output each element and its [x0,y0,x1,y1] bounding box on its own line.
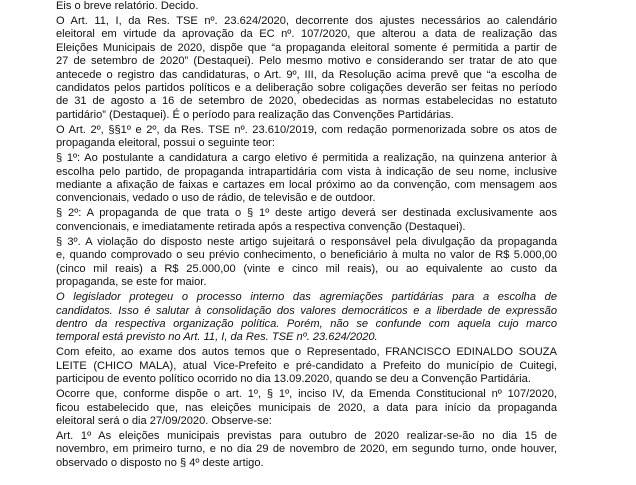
text-line: participou de evento político ocorrido no dia 13.09.2020, quando se deu a Convenção Partidária. [56,373,531,386]
text-line: observado o disposto no § 4º deste artigo. [56,456,264,469]
text-line: O Art. 2º, §§1º e 2º, da Res. TSE nº. 23.610/2019, com redação pormenorizada sobre os atos de [56,123,557,136]
text-line: propaganda, se este for maior. [56,276,207,289]
text-line: dentro da respectiva organização política. Porém, não se confunde com aquela cujo marco [56,317,557,330]
text-line: propaganda eleitoral, possui o seguinte teor: [56,137,275,150]
paragraph-par-2 [56,207,557,234]
text-line: Eleições Municipais de 2020, dispõe que “a propaganda eleitoral somente é permitida a partir de [56,41,557,54]
paragraph-par-3 [56,236,557,290]
text-line: mediante a afixação de faixas e cartazes em local próximo ao da convenção, com mensagem aos [56,179,557,192]
document-page [56,0,557,470]
paragraph-art-1 [56,430,557,470]
text-line: eleitoral em virtude da aprovação da EC nº. 107/2020, que alterou a data de realização das [56,28,557,41]
text-line: LEITE (CHICO MALA), atual Vice-Prefeito e pré-candidato a Prefeito do município de Cuitegi, [56,359,557,372]
text-line: eleitoral será o dia 27/09/2020. Observe-se: [56,414,272,427]
text-line: (cinco mil reais) a R$ 25.000,00 (vinte e cinco mil reais), ou ao equivalente ao custo da [56,262,557,275]
text-line: e, quando comprovado o seu prévio conhecimento, o beneficiário à multa no valor de R$ 5.000,00 [56,249,557,262]
paragraph-art-2 [56,124,557,151]
text-line: candidatos pelos partidos políticos e a deliberação sobre coligações deverão ser feitas no período [56,82,557,95]
text-line: 27 de setembro de 2020” (Destaquei). Pelo mesmo motivo e considerando ser tratar de ato que [56,55,557,68]
text-line: convencionais, vedado o uso de rádio, de televisão e de outdoor. [56,192,376,205]
text-line: Art. 1º As eleições municipais previstas para outubro de 2020 realizar-se-ão no dia 15 de [56,429,557,442]
text-line: Ocorre que, conforme dispõe o art. 1º, § 1º, inciso IV, da Emenda Constitucional nº 107/2020, [56,388,557,401]
paragraph-legislador [56,291,557,345]
text-line: § 2º: A propaganda de que trata o § 1º deste artigo deverá ser destinada exclusivamente aos [56,207,557,220]
text-line: ficou estabelecido que, nas eleições municipais de 2020, a data para início da propaganda [56,401,557,414]
text-line: convencionais, e imediatamente retirada após a respectiva convenção (Destaquei). [56,220,466,233]
text-line: § 1º: Ao postulante a candidatura a cargo eletivo é permitida a realização, na quinzena anterior à [56,152,557,165]
text-line: antecede o registro das candidaturas, o Art. 9º, III, da Resolução acima prevê que “a escolha de [56,68,557,81]
text-line: § 3º. A violação do disposto neste artigo sujeitará o responsável pela divulgação da propaganda [56,235,557,248]
text-line: temporal está previsto no Art. 11, I, da Res. TSE nº. 23.624/2020. [56,331,378,344]
text-line: Eis o breve relatório. Decido. [56,0,199,12]
text-line: novembro, em primeiro turno, e no dia 29 de novembro de 2020, em segundo turno, onde houver, [56,443,557,456]
text-line: escolha pelo partido, de propaganda intrapartidária com vista à indicação de seu nome, inclusive [56,165,557,178]
paragraph-art-11 [56,15,557,122]
paragraph-par-1 [56,152,557,206]
text-line: O Art. 11, I, da Res. TSE nº. 23.624/2020, decorrente dos ajustes necessários ao calendário [56,15,557,27]
paragraph-com-efeito [56,346,557,386]
text-line: de 31 de agosto a 16 de setembro de 2020, obedecidas as normas estabelecidas no estatuto [56,95,557,108]
text-line: partidário” (Destaquei). É o período para realização das Convenções Partidárias. [56,108,454,121]
text-line: Com efeito, ao exame dos autos temos que o Representado, FRANCISCO EDINALDO SOUZA [56,346,557,359]
text-line: O legislador protegeu o processo interno das agremiações partidárias para a escolha de [56,291,557,304]
paragraph-ocorre [56,388,557,428]
text-line: candidatos. Isso é salutar à consolidação dos valores democráticos e a liberdade de expressão [56,304,557,317]
paragraph-relatorio [56,0,557,13]
